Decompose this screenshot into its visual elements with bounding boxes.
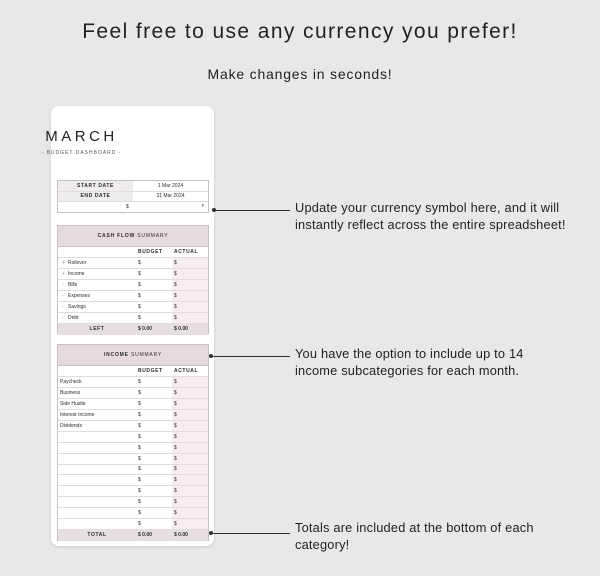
row-label-text: Bills xyxy=(68,282,78,289)
income-row-label[interactable] xyxy=(58,453,136,464)
income-annotation-line1: You have the option to include up to 14 xyxy=(295,346,524,361)
currency-symbol: $ xyxy=(126,204,129,211)
cash-flow-header xyxy=(58,226,208,247)
income-row-label[interactable] xyxy=(58,442,136,453)
income-title-bold: INCOME xyxy=(103,352,129,358)
row-label-text: Debt xyxy=(68,314,79,321)
actual-cell[interactable]: $ xyxy=(172,464,208,475)
left-budget-total: $ 0.00 xyxy=(136,323,172,334)
budget-cell[interactable]: $ xyxy=(136,269,172,280)
income-row xyxy=(58,399,208,410)
total-actual: $ 0.00 xyxy=(172,529,208,540)
currency-annotation-line2: instantly reflect across the entire spreadsheet! xyxy=(295,217,566,232)
actual-cell[interactable]: $ xyxy=(172,280,208,291)
actual-cell[interactable]: $ xyxy=(172,258,208,269)
budget-cell[interactable]: $ xyxy=(136,442,172,453)
budget-cell[interactable]: $ xyxy=(136,486,172,497)
row-bullet: + xyxy=(62,260,65,267)
cash-flow-row-label xyxy=(58,258,136,269)
income-row xyxy=(58,486,208,497)
income-summary xyxy=(57,344,209,541)
income-row-label[interactable] xyxy=(58,508,136,519)
income-table xyxy=(58,366,208,541)
date-block xyxy=(57,180,209,213)
row-bullet: + xyxy=(62,271,65,278)
actual-cell[interactable]: $ xyxy=(172,301,208,312)
income-row-label[interactable]: Business xyxy=(58,388,136,399)
cash-flow-row xyxy=(58,291,208,302)
cash-flow-footer xyxy=(58,323,208,334)
income-header xyxy=(58,345,208,366)
income-row-label[interactable]: Side Hustle xyxy=(58,399,136,410)
row-bullet: - xyxy=(62,303,64,310)
totals-pointer-line xyxy=(211,533,290,534)
budget-cell[interactable]: $ xyxy=(136,508,172,519)
budget-cell[interactable]: $ xyxy=(136,420,172,431)
row-label-text: Expenses xyxy=(68,293,90,299)
actual-cell[interactable]: $ xyxy=(172,486,208,497)
cash-flow-row xyxy=(58,258,208,269)
income-row xyxy=(58,497,208,508)
income-row-label[interactable] xyxy=(58,431,136,442)
actual-cell[interactable]: $ xyxy=(172,377,208,388)
budget-cell[interactable]: $ xyxy=(136,388,172,399)
month-title: MARCH xyxy=(45,128,118,145)
income-row xyxy=(58,453,208,464)
cash-flow-row-label xyxy=(58,269,136,280)
income-row-label[interactable] xyxy=(58,464,136,475)
start-date-label: START DATE xyxy=(58,181,133,191)
income-footer xyxy=(58,529,208,540)
dashboard-label: · BUDGET DASHBOARD · xyxy=(41,150,122,156)
cash-flow-row-label xyxy=(58,291,136,302)
income-row xyxy=(58,410,208,421)
actual-cell[interactable]: $ xyxy=(172,497,208,508)
budget-cell[interactable]: $ xyxy=(136,291,172,302)
income-row xyxy=(58,377,208,388)
budget-cell[interactable]: $ xyxy=(136,464,172,475)
budget-cell[interactable]: $ xyxy=(136,280,172,291)
row-bullet: - xyxy=(62,314,64,321)
end-date-value[interactable]: 31 Mar 2024 xyxy=(133,191,208,201)
cash-flow-title-rest: SUMMARY xyxy=(135,233,169,239)
budget-cell[interactable]: $ xyxy=(136,410,172,421)
income-row-label[interactable] xyxy=(58,486,136,497)
row-label-text: Rollover xyxy=(68,260,87,267)
income-row xyxy=(58,518,208,529)
totals-annotation-line2: category! xyxy=(295,537,350,552)
income-annotation xyxy=(295,345,524,379)
actual-column-header: ACTUAL xyxy=(172,366,208,377)
cash-flow-row xyxy=(58,280,208,291)
income-row xyxy=(58,431,208,442)
budget-cell[interactable]: $ xyxy=(136,258,172,269)
budget-cell[interactable]: $ xyxy=(136,475,172,486)
actual-cell[interactable]: $ xyxy=(172,508,208,519)
actual-cell[interactable]: $ xyxy=(172,420,208,431)
income-annotation-line2: income subcategories for each month. xyxy=(295,363,520,378)
income-pointer-line xyxy=(211,356,290,357)
budget-cell[interactable]: $ xyxy=(136,518,172,529)
cash-flow-row-label xyxy=(58,301,136,312)
actual-cell[interactable]: $ xyxy=(172,431,208,442)
budget-cell[interactable]: $ xyxy=(136,377,172,388)
actual-cell[interactable]: $ xyxy=(172,269,208,280)
cash-flow-table xyxy=(58,247,208,335)
income-row xyxy=(58,464,208,475)
income-pointer-dot xyxy=(209,354,213,358)
budget-cell[interactable]: $ xyxy=(136,497,172,508)
cash-flow-title-bold: CASH FLOW xyxy=(97,233,136,239)
currency-annotation-line1: Update your currency symbol here, and it will xyxy=(295,200,560,215)
income-row-label[interactable] xyxy=(58,475,136,486)
row-label-text: Savings xyxy=(68,303,86,310)
budget-cell[interactable]: $ xyxy=(136,312,172,323)
currency-annotation xyxy=(295,199,566,233)
actual-cell[interactable]: $ xyxy=(172,453,208,464)
budget-cell[interactable]: $ xyxy=(136,453,172,464)
cash-flow-row-label xyxy=(58,312,136,323)
income-row xyxy=(58,508,208,519)
budget-cell[interactable]: $ xyxy=(136,399,172,410)
totals-pointer-dot xyxy=(209,531,213,535)
currency-pointer-dot xyxy=(212,208,216,212)
actual-column-header: ACTUAL xyxy=(172,247,208,258)
left-actual-total: $ 0.00 xyxy=(172,323,208,334)
budget-cell[interactable]: $ xyxy=(136,431,172,442)
income-title-rest: SUMMARY xyxy=(128,352,163,358)
income-row-label[interactable]: Interest Income xyxy=(58,410,136,421)
actual-cell[interactable]: $ xyxy=(172,388,208,399)
subline: Make changes in seconds! xyxy=(207,66,393,82)
income-row xyxy=(58,420,208,431)
cash-flow-column-header xyxy=(58,247,208,258)
actual-cell[interactable]: $ xyxy=(172,410,208,421)
cash-flow-row xyxy=(58,312,208,323)
totals-annotation xyxy=(295,519,534,553)
cash-flow-summary xyxy=(57,225,209,334)
headline: Feel free to use any currency you prefer! xyxy=(82,20,518,43)
currency-pointer-line xyxy=(214,210,290,211)
budget-cell[interactable]: $ xyxy=(136,301,172,312)
income-row-label[interactable]: Dividends xyxy=(58,420,136,431)
actual-cell[interactable]: $ xyxy=(172,475,208,486)
row-label-text: Income xyxy=(68,271,85,278)
income-row-label[interactable] xyxy=(58,518,136,529)
row-bullet: - xyxy=(62,282,64,289)
total-budget: $ 0.00 xyxy=(136,529,172,540)
actual-cell[interactable]: $ xyxy=(172,518,208,529)
actual-cell[interactable]: $ xyxy=(172,442,208,453)
left-label: LEFT xyxy=(58,323,136,334)
end-date-label: END DATE xyxy=(58,191,133,201)
actual-cell[interactable]: $ xyxy=(172,312,208,323)
income-row-label[interactable]: Paycheck xyxy=(58,377,136,388)
totals-annotation-line1: Totals are included at the bottom of each xyxy=(295,520,534,535)
cash-flow-row xyxy=(58,301,208,312)
start-date-value[interactable]: 1 Mar 2024 xyxy=(133,181,208,191)
income-row xyxy=(58,388,208,399)
income-column-header xyxy=(58,366,208,377)
actual-cell[interactable]: $ xyxy=(172,291,208,302)
cash-flow-row-label xyxy=(58,280,136,291)
income-row xyxy=(58,442,208,453)
chevron-down-icon[interactable]: ▾ xyxy=(201,203,204,210)
budget-column-header: BUDGET xyxy=(136,247,172,258)
total-label: TOTAL xyxy=(58,529,136,540)
currency-selector[interactable] xyxy=(58,202,208,212)
cash-flow-row xyxy=(58,269,208,280)
budget-column-header: BUDGET xyxy=(136,366,172,377)
income-row-label[interactable] xyxy=(58,497,136,508)
row-bullet: - xyxy=(62,293,64,299)
income-row xyxy=(58,475,208,486)
actual-cell[interactable]: $ xyxy=(172,399,208,410)
